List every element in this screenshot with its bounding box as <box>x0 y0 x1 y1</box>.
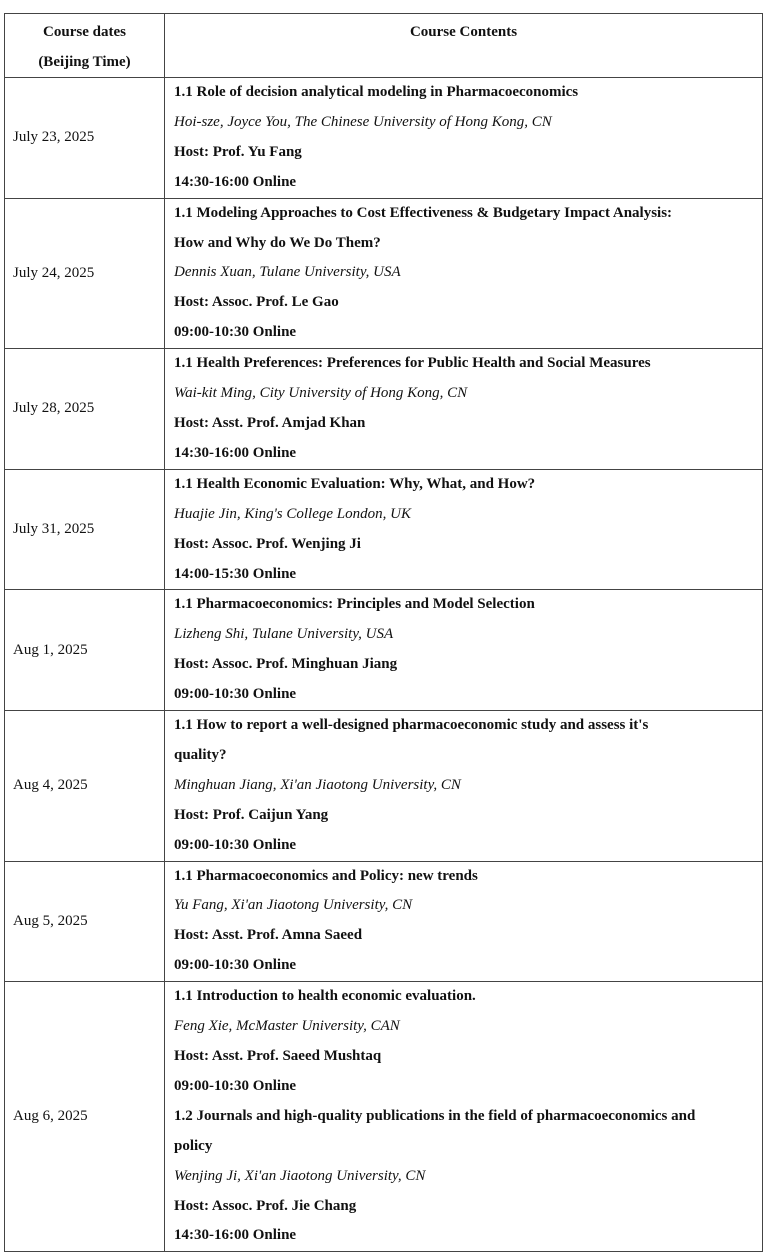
session-title: 1.1 Introduction to health economic evaluation. <box>174 988 476 1005</box>
session-host: Host: Assoc. Prof. Jie Chang <box>174 1197 357 1214</box>
row-date: Aug 6, 2025 <box>5 982 165 1252</box>
session-host: Host: Assoc. Prof. Le Gao <box>174 294 339 311</box>
table-row <box>5 982 763 1252</box>
session-time: 14:00-15:30 Online <box>174 565 297 582</box>
row-contents <box>165 711 763 862</box>
row-contents <box>165 590 763 711</box>
session-title: 1.1 Role of decision analytical modeling in Pharmacoeconomics <box>174 84 579 100</box>
session-host: Host: Assoc. Prof. Minghuan Jiang <box>174 656 398 673</box>
header-course-dates <box>5 14 165 78</box>
session-time: 14:30-16:00 Online <box>174 444 297 461</box>
session-speaker: Lizheng Shi, Tulane University, USA <box>174 626 394 643</box>
row-date: July 31, 2025 <box>5 469 165 590</box>
session-speaker: Minghuan Jiang, Xi'an Jiaotong University, CN <box>174 776 461 793</box>
row-contents <box>165 469 763 590</box>
session-speaker: Wai-kit Ming, City University of Hong Kong, CN <box>174 385 468 402</box>
row-date: July 24, 2025 <box>5 198 165 349</box>
session-speaker: Wenjing Ji, Xi'an Jiaotong University, CN <box>174 1167 426 1184</box>
row-contents <box>165 861 763 982</box>
row-contents <box>165 982 763 1252</box>
row-contents <box>165 198 763 349</box>
session-time: 14:30-16:00 Online <box>174 173 297 190</box>
session-title: 1.1 Pharmacoeconomics: Principles and Model Selection <box>174 596 535 613</box>
session-speaker: Huajie Jin, King's College London, UK <box>174 505 411 522</box>
row-date: July 28, 2025 <box>5 349 165 470</box>
session-title-line1: 1.1 Modeling Approaches to Cost Effectiveness & Budgetary Impact Analysis: <box>174 204 673 221</box>
session-time: 09:00-10:30 Online <box>174 836 297 853</box>
row-contents <box>165 78 763 199</box>
session-title-line1: 1.2 Journals and high-quality publications in the field of pharmacoeconomics and <box>174 1107 696 1124</box>
table-row <box>5 590 763 711</box>
session-time: 09:00-10:30 Online <box>174 686 297 703</box>
header-course-contents: Course Contents <box>165 14 763 78</box>
session-host: Host: Asst. Prof. Amna Saeed <box>174 927 363 944</box>
table-header-row <box>5 14 763 78</box>
table-row <box>5 198 763 349</box>
session-title-line2: policy <box>174 1137 213 1154</box>
session-host: Host: Prof. Caijun Yang <box>174 806 329 823</box>
course-schedule-table <box>4 13 763 1252</box>
session-host: Host: Prof. Yu Fang <box>174 143 302 160</box>
session-time: 09:00-10:30 Online <box>174 1077 297 1094</box>
session-title: 1.1 Health Economic Evaluation: Why, What, and How? <box>174 475 536 492</box>
session-time: 09:00-10:30 Online <box>174 324 297 341</box>
session-time: 09:00-10:30 Online <box>174 957 297 974</box>
table-row <box>5 861 763 982</box>
table-row <box>5 349 763 470</box>
session-title-line2: quality? <box>174 746 227 763</box>
header-course-dates-line2: (Beijing Time) <box>38 54 131 70</box>
row-date: July 23, 2025 <box>5 78 165 199</box>
session-speaker: Yu Fang, Xi'an Jiaotong University, CN <box>174 897 413 914</box>
table-row <box>5 78 763 199</box>
row-contents <box>165 349 763 470</box>
table-row <box>5 711 763 862</box>
session-speaker: Dennis Xuan, Tulane University, USA <box>174 264 401 281</box>
session-title: 1.1 Pharmacoeconomics and Policy: new trends <box>174 867 478 884</box>
session-speaker: Feng Xie, McMaster University, CAN <box>174 1018 400 1035</box>
row-date: Aug 4, 2025 <box>5 711 165 862</box>
table-row <box>5 469 763 590</box>
row-date: Aug 1, 2025 <box>5 590 165 711</box>
session-title: 1.1 Health Preferences: Preferences for Public Health and Social Measures <box>174 355 651 372</box>
session-time: 14:30-16:00 Online <box>174 1227 297 1244</box>
header-course-dates-line1: Course dates <box>43 24 126 40</box>
row-date: Aug 5, 2025 <box>5 861 165 982</box>
session-host: Host: Assoc. Prof. Wenjing Ji <box>174 535 361 552</box>
session-title-line1: 1.1 How to report a well-designed pharmacoeconomic study and assess it's <box>174 717 649 734</box>
session-host: Host: Asst. Prof. Saeed Mushtaq <box>174 1048 382 1064</box>
session-title-line2: How and Why do We Do Them? <box>174 234 381 251</box>
session-host: Host: Asst. Prof. Amjad Khan <box>174 414 366 431</box>
session-speaker: Hoi-sze, Joyce You, The Chinese University of Hong Kong, CN <box>174 113 552 130</box>
